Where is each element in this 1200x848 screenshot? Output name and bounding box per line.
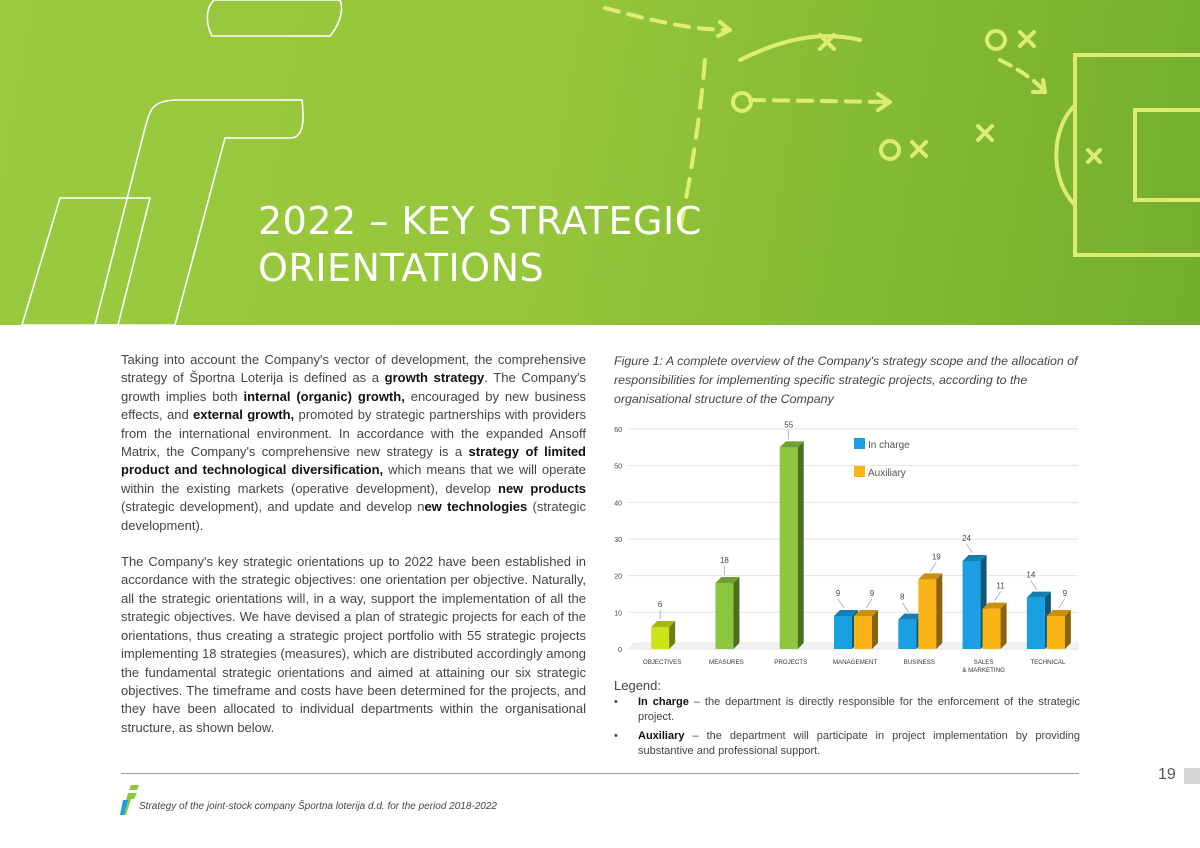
data-label-leader <box>1031 581 1037 590</box>
bar-auxiliary <box>983 609 1001 649</box>
y-tick-label: 30 <box>614 537 622 544</box>
bar-in-charge <box>1027 598 1045 649</box>
data-label: 11 <box>996 581 1005 591</box>
bar-in-charge <box>963 561 981 649</box>
y-tick-label: 10 <box>614 610 622 618</box>
legend-label: In charge <box>868 440 910 451</box>
body-text <box>121 351 586 755</box>
company-logo-icon <box>120 785 140 815</box>
data-label: 24 <box>962 534 972 543</box>
emphasis-text: growth strategy <box>384 370 485 386</box>
bar-total <box>715 583 733 649</box>
data-label-leader <box>838 599 844 608</box>
legend-term: Auxiliary <box>638 730 685 742</box>
x-tick-label: TECHNICAL <box>1030 659 1066 666</box>
data-label-leader <box>902 603 908 612</box>
bar-in-charge <box>898 620 916 649</box>
footer-text: Strategy of the joint-stock company Športna loterija d.d. for the period 2018-2022 <box>139 801 497 812</box>
y-tick-label: 50 <box>614 463 622 471</box>
footer-divider <box>121 773 1079 774</box>
x-tick-label: MEASURES <box>709 659 744 666</box>
data-label: 18 <box>719 556 729 565</box>
page-marker <box>1184 768 1200 784</box>
emphasis-text: strategy of limited product and technological diversification, <box>121 444 586 478</box>
figure-caption: Figure 1: A complete overview of the Company's strategy scope and the allocation of responsibilities for implementing specific strategic projects, according to the organisational structure of the Company <box>614 354 1078 406</box>
bar-total <box>651 627 669 649</box>
body-paragraph-1 <box>121 351 586 535</box>
strategy-bar-chart <box>598 418 1080 673</box>
bar-auxiliary-side <box>872 610 878 649</box>
y-tick-label: 0 <box>618 647 622 654</box>
data-label-leader <box>1059 599 1065 608</box>
x-tick-label: SALES <box>973 659 994 666</box>
y-tick-label: 20 <box>614 573 622 581</box>
legend-title: Legend: <box>614 678 661 693</box>
body-paragraph-2: The Company's key strategic orientations up to 2022 have been established in accordance with the strategic objectives: one orientation per objective. Naturally, all the strategic orientations will, in a way, support the implementation of all the strategic objectives. We have devised a plan of strategic projects for each of the orientations, thus creating a strategic project portfolio with 55 strategic projects implementing 18 strategies (measures), which are distributed accordingly among the fundamental strategic orientations and aimed at attaining our six strategic objectives. The timeframe and costs have been determined for the projects, and they have been allocated to individual departments within the organisational structure, as shown below. <box>121 554 586 735</box>
text-run: (strategic development), and update and develop n <box>121 499 425 515</box>
bullet-icon: • <box>614 696 618 708</box>
text-run: which means that we will operate within the existing markets (operative development), develop <box>121 462 586 496</box>
bar-in-charge <box>834 616 852 649</box>
x-tick-label: OBJECTIVES <box>642 659 682 666</box>
bar-auxiliary <box>1047 616 1065 649</box>
data-label-leader <box>930 562 936 571</box>
data-label: 9 <box>835 589 841 598</box>
page-title-line-1: 2022 – KEY STRATEGIC <box>258 199 702 243</box>
header-banner <box>0 0 1200 325</box>
bar-auxiliary-side <box>936 573 942 649</box>
bar-total <box>780 447 798 649</box>
text-run: . The Company's growth implies both <box>121 370 586 404</box>
data-label: 19 <box>931 552 941 562</box>
legend-description: – the department is directly responsible for the enforcement of the strategic project. <box>638 696 1080 723</box>
text-run: Taking into account the Company's vector of development, the comprehensive strategy of Športna Loterija is defined as a <box>121 352 586 386</box>
emphasis-text: internal (organic) growth, <box>243 388 405 404</box>
legend-term: In charge <box>638 696 689 708</box>
page-number: 19 <box>1158 766 1176 783</box>
data-label: 55 <box>784 420 794 430</box>
page-title <box>258 198 702 292</box>
data-label: 6 <box>657 600 663 609</box>
emphasis-text: ew technologies <box>424 499 528 515</box>
data-label: 14 <box>1026 570 1036 580</box>
text-run: encouraged by new business effects, and <box>121 388 586 423</box>
data-label: 8 <box>900 592 905 602</box>
data-label-leader <box>866 599 872 608</box>
bar-auxiliary-side <box>1065 610 1071 649</box>
bar-total-side <box>733 577 739 649</box>
bar-total-side <box>798 441 804 649</box>
legend-item-auxiliary <box>614 729 1080 758</box>
y-tick-label: 60 <box>614 427 622 434</box>
legend-label: Auxiliary <box>868 468 906 479</box>
x-tick-label: PROJECTS <box>774 659 808 666</box>
y-tick-label: 40 <box>614 500 622 508</box>
bar-auxiliary-side <box>1001 603 1007 649</box>
legend-description: – the department will participate in project implementation by providing substantive and professional support. <box>638 730 1080 757</box>
x-tick-label: BUSINESS <box>903 659 935 666</box>
bar-auxiliary <box>854 616 872 649</box>
legend-swatch <box>854 466 865 477</box>
bar-auxiliary <box>918 579 936 649</box>
bullet-icon: • <box>614 730 618 742</box>
data-label: 9 <box>1062 589 1068 598</box>
data-label-leader <box>967 544 973 553</box>
text-run: promoted by strategic partnerships with providers from the international environment. In accordance with the expanded Ansoff Matrix, the Company's comprehensive new strategy is a <box>121 407 586 460</box>
data-label-leader <box>995 592 1001 601</box>
legend-item-in-charge <box>614 695 1080 724</box>
x-tick-label: & MARKETING <box>962 667 1005 673</box>
legend-list <box>614 695 1080 758</box>
page-title-line-2: ORIENTATIONS <box>258 246 545 290</box>
data-label: 9 <box>869 589 875 598</box>
emphasis-text: external growth, <box>193 407 295 423</box>
emphasis-text: new products <box>498 480 587 496</box>
legend-swatch <box>854 438 865 449</box>
text-run: (strategic development). <box>121 499 587 533</box>
chart-legend-notes <box>614 678 1080 763</box>
x-tick-label: MANAGEMENT <box>832 659 878 666</box>
